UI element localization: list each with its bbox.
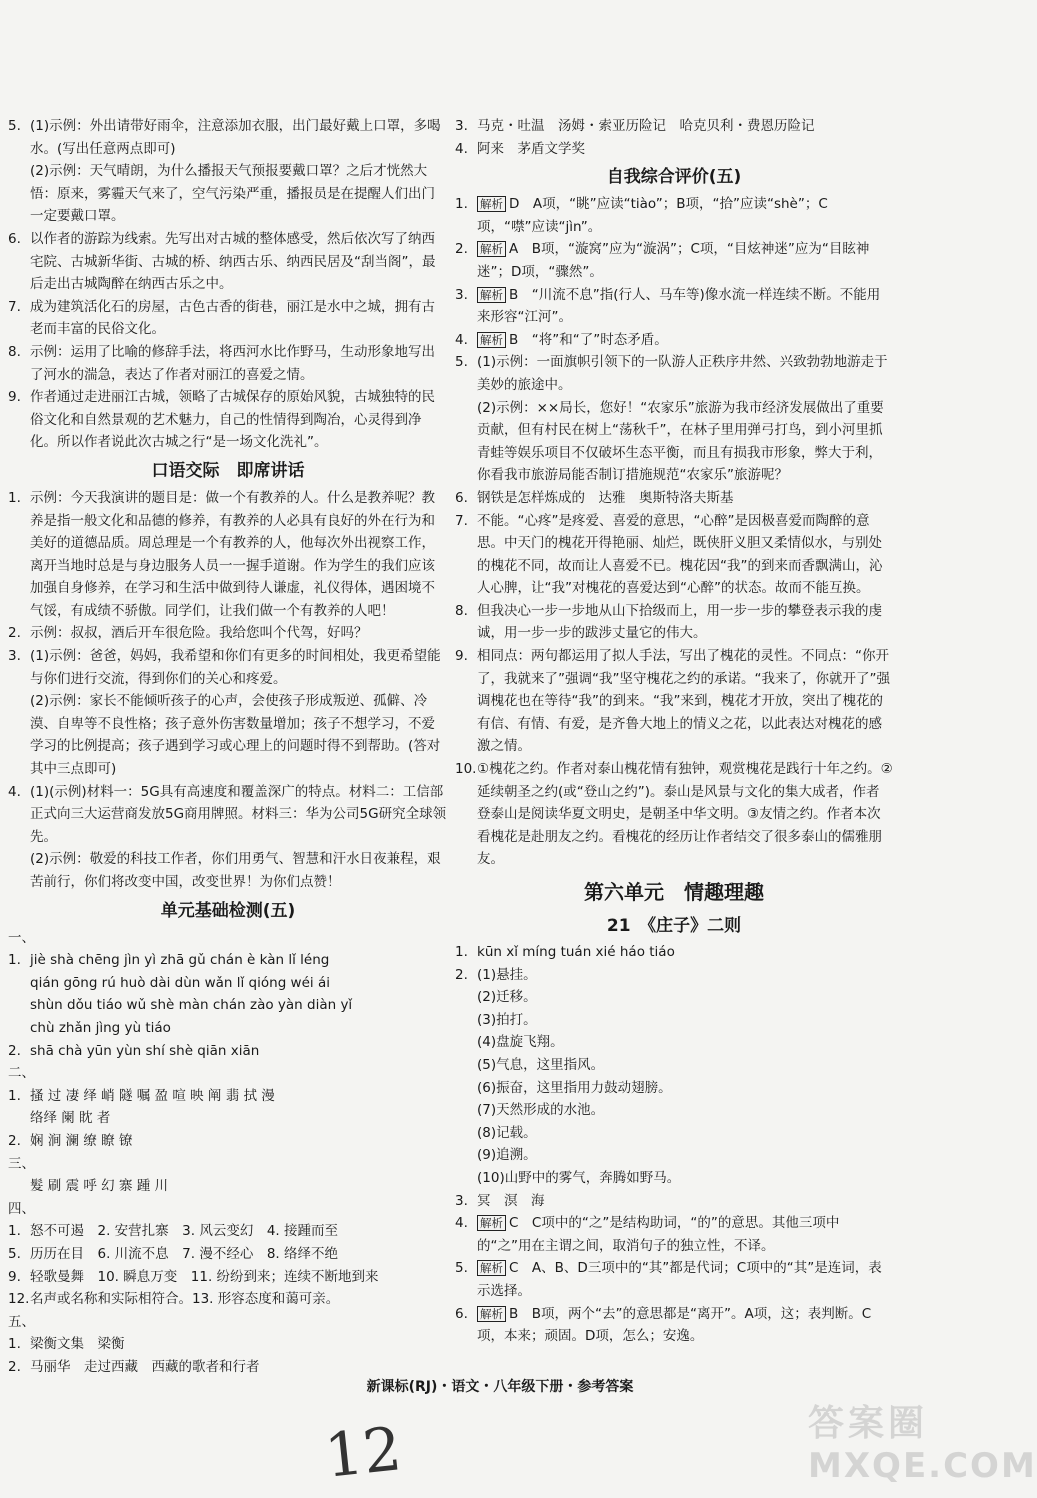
item-number: 4. [8,783,21,800]
section-heading-oral: 口语交际 即席讲话 [151,460,305,481]
item-text [30,781,448,849]
item-text [30,848,448,893]
analysis-tag: 解析 [477,1215,506,1231]
item-text [477,138,893,161]
item-line: (9)追溯。 [477,1147,537,1164]
answer-item [8,645,448,690]
answer-item [8,1220,448,1243]
item-number: 1. [8,1223,21,1240]
answer-item [455,600,893,645]
answer-item [455,329,893,352]
item-line: (2)示例：××局长，您好！“农家乐”旅游为我市经济发展做出了重要贡献，但有村民在树上“荡秋千”，在林子里用弹弓打鸟，到小河里抓青蛙等娱乐项目不仅破坏生态平衡，而且有损我市形象，弊大于利，你看我市旅游局能否制订措施规范“农家乐”旅游呢？ [477,399,884,484]
item-text [477,115,893,138]
item-number: 二、 [8,1065,35,1082]
item-number: 9. [8,389,21,406]
item-line: 示例：运用了比喻的修辞手法，将西河水比作野马，生动形象地写出了河水的湍急，表达了作者对丽江的喜爱之情。 [30,343,435,383]
item-number: 9. [8,1268,21,1285]
item-line: D A项，“眺”应读“tiào”；B项，“拾”应读“shè”；C项，“噤”应读“jìn”。 [477,196,828,235]
item-number: 9. [455,648,468,665]
item-line: 梁衡文集 梁衡 [30,1336,125,1353]
item-line: 不能。“心疼”是疼爱、喜爱的意思，“心醉”是因极喜爱而陶醉的意思。中天门的槐花开得艳丽、灿烂，既侠肝义胆又柔情似水，与别处的槐花不同，故而让人喜爱不已。槐花因“我”的到来而香飘满山，沁人心脾，让“我”对槐花的喜爱达到“心醉”的状态。故而不能互换。 [477,512,883,597]
item-line: (2)示例：天气晴朗，为什么播报天气预报要戴口罩？之后才恍然大悟：原来，雾霾天气来了，空气污染严重，播报员是在提醒人们出门一定要戴口罩。 [30,163,435,225]
item-line: (2)示例：敬爱的科技工作者，你们用勇气、智慧和汗水日夜兼程，艰苦前行，你们将改变中国，改变世界！为你们点赞！ [30,851,441,890]
answer-item [8,1085,448,1130]
item-number: 2. [8,1358,21,1375]
analysis-tag: 解析 [477,241,506,257]
item-line: kūn xǐ míng tuán xié háo tiáo [477,944,675,960]
item-text [30,690,448,780]
answer-item [455,238,893,283]
item-line: 怒不可遏 2. 安营扎寨 3. 风云变幻 4. 接踵而至 [30,1223,339,1240]
item-number: 5. [455,354,468,371]
item-number: 8. [455,602,468,619]
item-line: 马克・吐温 汤姆・索亚历险记 哈克贝利・费恩历险记 [477,118,815,134]
answer-item [455,645,893,758]
item-text [30,341,448,386]
item-line: (4)盘旋飞翔。 [477,1034,564,1051]
item-text [30,487,448,623]
item-number [455,397,477,487]
left-column [8,115,448,1378]
answer-item [8,115,448,160]
item-line: 作者通过走进丽江古城，领略了古城保存的原始风貌，古城独特的民俗文化和自然景观的艺术魅力，自己的性情得到陶冶，心灵得到净化。所以作者说此次古城之行“是一场文化洗礼”。 [30,389,435,451]
item-line: ①槐花之约。作者对泰山槐花情有独钟，观赏槐花是践行十年之约。②延续朝圣之约(或“登山之约”)。泰山是风景与文化的集大成者，作者登泰山是阅读华夏文明史，是朝圣中华文明。③友情之约。作者本次看槐花是赴朋友之约。看槐花的经历让作者结交了很多泰山的儒雅朋友。 [477,761,893,868]
answer-item [455,1303,893,1348]
item-line: 成为建筑活化石的房屋，古色古香的街巷，丽江是水中之城，拥有古老而丰富的民俗文化。 [30,298,435,338]
item-number: 7. [8,298,21,315]
item-line: shùn dǒu tiáo wǔ shè màn chán zào yàn diàn yǐ [30,997,353,1014]
watermark-bottom: MXQE.COM [808,1446,1037,1486]
answer-item [455,1212,893,1257]
answer-item [8,341,448,386]
item-line: 轻歌曼舞 10. 瞬息万变 11. 纷纷到来；连续不断地到来 [30,1268,379,1285]
item-number: 1. [8,1336,21,1353]
item-line: C A、B、D三项中的“其”都是代词；C项中的“其”是连词，表示选择。 [477,1260,882,1299]
item-number: 2. [8,1042,21,1059]
item-number: 3. [455,286,468,303]
item-text [30,1333,448,1356]
item-text [35,927,448,950]
item-number: 一、 [8,929,35,946]
item-text [477,329,893,352]
item-text [30,645,448,690]
item-line: B B项，两个“去”的意思都是“离开”。A项，这；表判断。C项，本来；顽固。D项，怎么；安逸。 [477,1305,872,1345]
item-number: 1. [8,1087,21,1104]
answer-item [455,351,893,396]
item-number: 6. [455,489,468,506]
item-text [30,228,448,296]
item-line: (1)示例：外出请带好雨伞，注意添加衣服，出门最好戴上口罩，多喝水。(写出任意两点即可) [30,118,441,157]
item-number: 5. [8,1245,21,1262]
item-line: qián gōng rú huò dài dùn wǎn lǐ qióng wéi ái [30,974,330,991]
item-line: (1)示例：一面旗帜引领下的一队游人正秩序井然、兴致勃勃地游走于美妙的旅途中。 [477,354,888,393]
item-number: 3. [455,118,468,134]
item-text [477,238,893,283]
item-number: 2. [455,241,468,258]
item-text [30,1243,448,1266]
analysis-tag: 解析 [477,196,506,212]
answer-item [455,1257,893,1302]
item-line: (10)山野中的雾气，奔腾如野马。 [477,1169,681,1186]
answer-item [455,1190,893,1213]
item-number: 12. [8,1291,30,1308]
answer-item [8,622,448,645]
item-number [8,848,30,893]
right-column [455,115,893,1348]
item-line: (2)示例：家长不能倾听孩子的心声，会使孩子形成叛逆、孤僻、冷漠、自卑等不良性格；孩子意外伤害数量增加；孩子不想学习，不爱学习的比例提高；孩子遇到学习或心理上的问题时得不到帮助。(答对其中三点即可) [30,693,441,778]
item-line: (3)拍打。 [477,1011,537,1028]
item-line: 钢铁是怎样炼成的 达雅 奥斯特洛夫斯基 [477,489,734,506]
item-text [477,284,893,329]
item-line: 示例：今天我演讲的题目是：做一个有教养的人。什么是教养呢？教养是指一般文化和品德的修养，有教养的人必具有良好的外在行为和美好的道德品质。周总理是一个有教养的人，他每次外出视察工作，离开当地时总是与身边服务人员一一握手道谢。作为学生的我们应该加强自身修养，在学习和生活中做到待人谦虚，礼仪得体，遇困境不气馁，有成绩不骄傲。同学们，让我们做一个有教养的人吧！ [30,489,435,619]
item-text [30,296,448,341]
item-text [30,1130,448,1153]
answer-item [455,138,893,161]
item-number: 四、 [8,1200,35,1217]
item-text [477,397,893,487]
item-text [30,949,448,1039]
answer-item [8,1062,448,1085]
answer-item [8,296,448,341]
item-number [8,160,30,228]
item-number: 2. [8,625,21,642]
item-line: 以作者的游踪为线索。先写出对古城的整体感受，然后依次写了纳西宅院、古城新华街、古城的桥、纳西古乐、纳西民居及“刮当阁”，最后走出古城陶醉在纳西古乐之中。 [30,230,436,293]
item-number [8,690,30,780]
analysis-tag: 解析 [477,332,506,348]
item-line: jiè shà chēng jìn yì zhā gǔ chán è kàn lǐ léng [30,952,330,969]
item-text [477,758,893,871]
item-text [477,487,893,510]
item-line: 娴 涧 澜 缭 瞭 镣 [30,1132,133,1149]
item-text [477,1303,893,1348]
answer-item [8,1311,448,1334]
section-heading-unit-test: 单元基础检测(五) [160,900,296,921]
analysis-tag: 解析 [477,287,506,303]
item-text [477,600,893,645]
answer-item [8,1198,448,1221]
item-line: (7)天然形成的水池。 [477,1102,605,1119]
item-line: 名声或名称和实际相符合。13. 形容态度和蔼可亲。 [30,1291,340,1308]
answer-item [455,510,893,600]
item-line: C C项中的“之”是结构助词，“的”的意思。其他三项中的“之”用在主谓之间，取消句子的独立性，不译。 [477,1215,840,1254]
item-number: 5. [455,1260,468,1277]
item-line: (1)悬挂。 [477,966,537,983]
item-line: 历历在目 6. 川流不息 7. 漫不经心 8. 络绎不绝 [30,1245,339,1262]
item-line: (5)气息，这里指风。 [477,1056,605,1073]
answer-item [455,115,893,138]
page-footer: 新课标(RJ)・语文・八年级下册・参考答案 [366,1379,634,1395]
item-number: 6. [8,230,21,247]
handwritten-page-number: 12 [321,1414,405,1492]
item-text [477,645,893,758]
item-text [477,351,893,396]
item-number: 4. [455,331,468,348]
item-text [477,1190,893,1213]
item-number: 4. [455,140,468,157]
item-number: 1. [455,196,468,213]
item-text [35,1062,448,1085]
answer-item [8,1243,448,1266]
section-heading-self-eval: 自我综合评价(五) [606,167,742,188]
answer-item [455,941,893,964]
item-line: (2)迁移。 [477,989,537,1006]
answer-item [8,1333,448,1356]
item-line: 络绎 阑 眈 者 [30,1110,111,1127]
item-number: 7. [455,512,468,529]
item-line: B “将”和“了”时态矛盾。 [509,331,668,348]
item-text [30,1175,448,1198]
item-number: 10. [455,761,477,778]
item-text [30,1266,448,1289]
watermark-top: 答案圈 [808,1403,929,1444]
item-text [35,1311,448,1334]
answer-item [8,949,448,1039]
answer-item [8,781,448,849]
answer-item [8,1153,448,1176]
answer-item [8,386,448,454]
lesson-heading: 21 《庄子》二则 [606,916,742,936]
item-text [35,1198,448,1221]
item-text [30,1040,448,1063]
item-text [477,1257,893,1302]
item-text [30,1220,448,1243]
answer-item [8,1288,448,1311]
answer-item [8,160,448,228]
item-text [30,1085,448,1130]
item-text [30,1288,448,1311]
item-number: 1. [455,944,468,960]
unit-heading: 第六单元 情趣理趣 [584,880,764,904]
item-text [477,1212,893,1257]
answer-item [8,228,448,296]
answer-item [455,193,893,238]
item-number: 1. [8,952,21,969]
item-line: 马丽华 走过西藏 西藏的歌者和行者 [30,1358,260,1375]
item-line: A B项，“漩窝”应为“漩涡”；C项，“目炫神迷”应为“目眩神迷”；D项，“骤然”。 [477,241,870,280]
item-number: 2. [8,1132,21,1149]
item-line: shā chà yūn yùn shí shè qiān xiān [30,1042,260,1059]
answer-item [8,1266,448,1289]
item-line: B “川流不息”指(行人、马车等)像水流一样连续不断。不能用来形容“江河”。 [477,286,881,326]
answer-item [455,487,893,510]
analysis-tag: 解析 [477,1306,506,1322]
item-number: 6. [455,1305,468,1322]
analysis-tag: 解析 [477,1260,506,1276]
item-text [35,1153,448,1176]
item-line: 但我决心一步一步地从山下拾级而上，用一步一步的攀登表示我的虔诚，用一步一步的跋涉丈量它的伟大。 [477,602,882,642]
answer-item [8,927,448,950]
item-line: 示例：叔叔，酒后开车很危险。我给您叫个代驾，好吗？ [30,625,368,642]
item-number: 8. [8,343,21,360]
item-text [30,622,448,645]
item-line: (1)(示例)材料一：5G具有高速度和覆盖深广的特点。材料二：工信部正式向三大运营商发放5G商用牌照。材料三：华为公司5G研究全球领先。 [30,783,447,845]
item-number: 2. [455,966,468,983]
answer-item [8,1130,448,1153]
item-line: 阿来 茅盾文学奖 [477,140,585,157]
item-line: 相同点：两句都运用了拟人手法，写出了槐花的灵性。不同点：“你开了，我就来了”强调“我”坚守槐花之约的承诺。“我来了，你就开了”强调槐花也在等待“我”的到来。“我”来到，槐花才开放，突出了槐花的有信、有情、有爱，是齐鲁大地上的情义之花，以此表达对槐花的感激之情。 [477,648,890,755]
item-text [477,193,893,238]
item-number: 5. [8,118,21,134]
item-number [8,1175,30,1198]
item-number: 4. [455,1215,468,1232]
item-number: 3. [8,648,21,665]
item-text [477,941,893,964]
answer-item [455,964,893,1190]
item-text [30,386,448,454]
answer-item [8,690,448,780]
answer-item [8,1040,448,1063]
item-text [477,964,893,1190]
answer-item [455,284,893,329]
item-text [30,115,448,160]
watermark-logo [808,1395,1037,1495]
item-number: 1. [8,489,21,506]
item-line: (8)记载。 [477,1124,537,1141]
item-text [30,160,448,228]
item-line: 搔 过 凄 绎 峭 隧 嘱 盈 喧 映 阐 翡 拭 漫 [30,1087,275,1104]
item-number: 五、 [8,1313,35,1330]
answer-item [8,848,448,893]
item-text [477,510,893,600]
item-number: 三、 [8,1155,35,1172]
item-line: 髮 刷 震 呼 幻 寨 踵 川 [30,1178,169,1195]
answer-item [8,1175,448,1198]
item-number: 3. [455,1192,468,1209]
item-line: 冥 溟 海 [477,1192,545,1209]
item-line: chù zhǎn jìng yù tiáo [30,1019,171,1036]
answer-item [8,487,448,623]
item-line: (6)振奋，这里指用力鼓动翅膀。 [477,1079,672,1096]
answer-item [455,397,893,487]
item-line: (1)示例：爸爸，妈妈，我希望和你们有更多的时间相处，我更希望能与你们进行交流，得到你们的关心和疼爱。 [30,648,441,687]
answer-item [455,758,893,871]
